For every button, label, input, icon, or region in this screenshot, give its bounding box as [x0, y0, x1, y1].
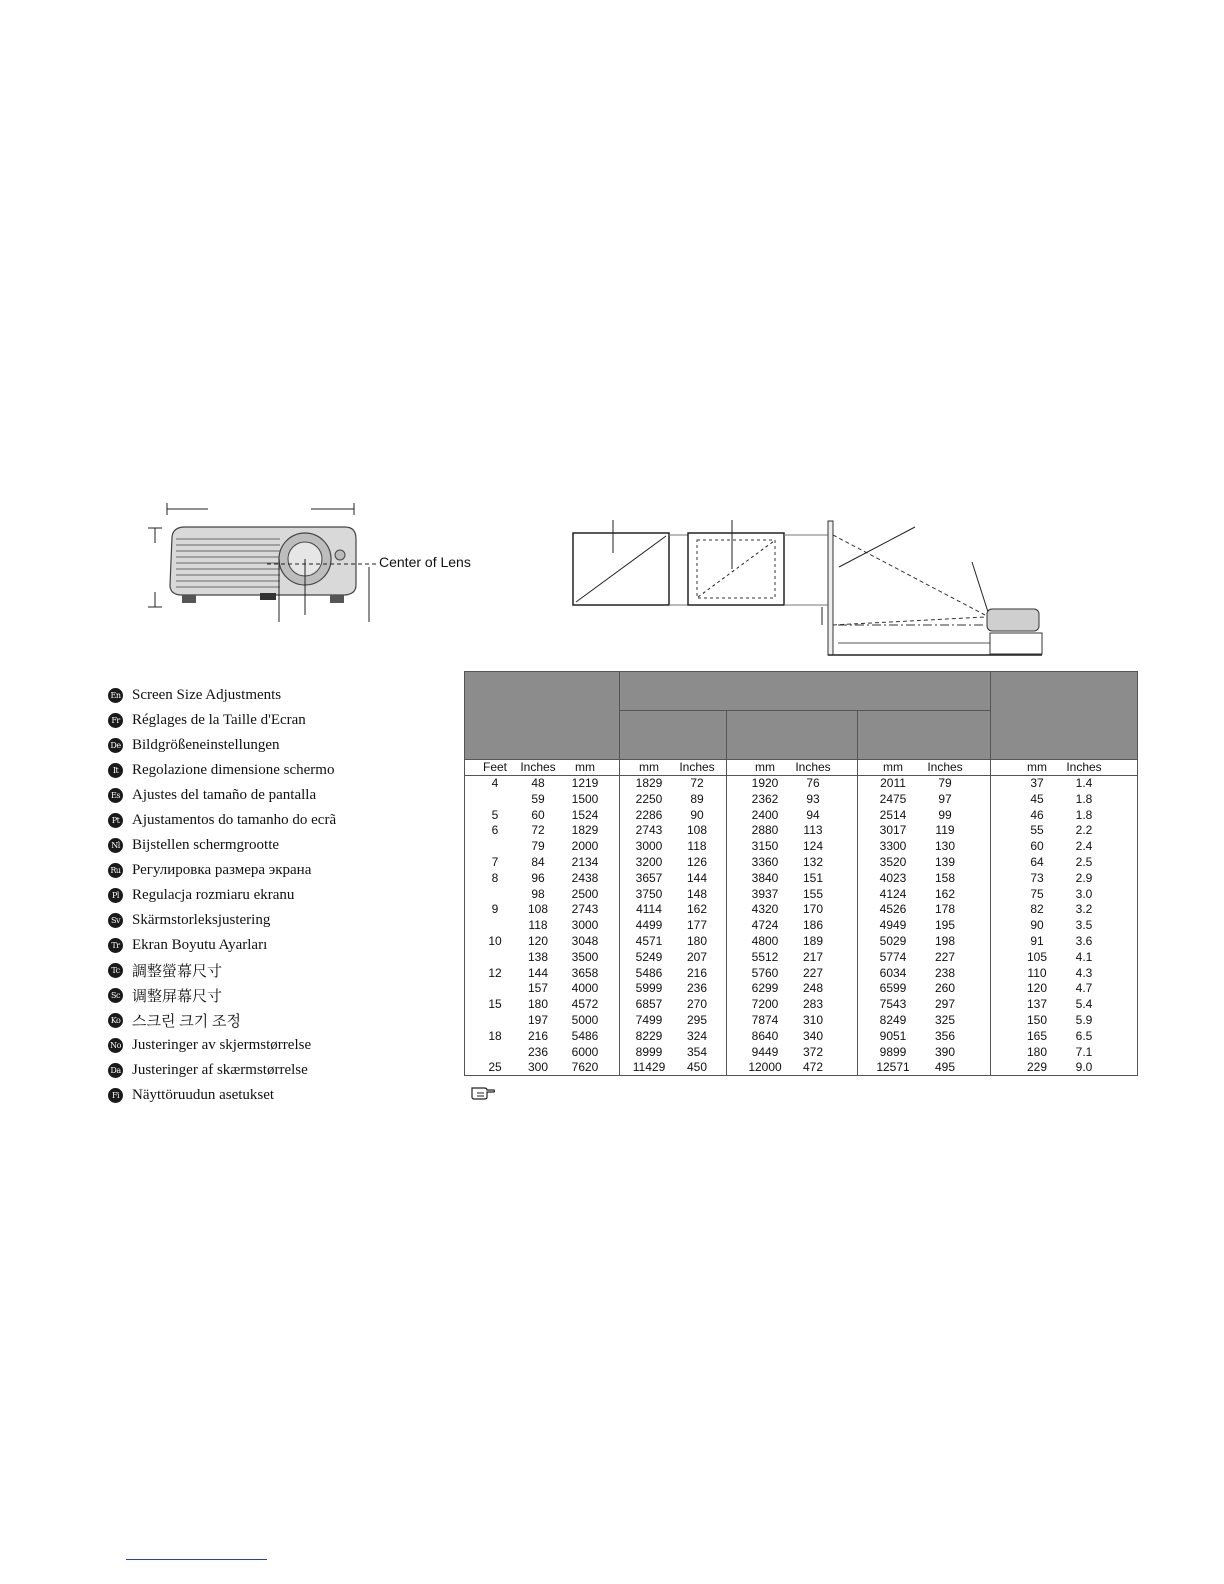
table-cell: 94 [806, 807, 820, 822]
table-cell: 25 [488, 1060, 502, 1075]
header-block-screen-size [464, 671, 620, 760]
table-cell: 207 [686, 949, 708, 964]
column-header: mm [883, 760, 903, 774]
language-title: Justeringer av skjermstørrelse [132, 1037, 312, 1053]
table-cell: 89 [690, 791, 704, 806]
table-cell: 120 [527, 934, 549, 948]
table-cell: 3657 [635, 870, 663, 885]
table-cell: 12000 [748, 1060, 782, 1075]
table-cell: 144 [686, 870, 708, 885]
footer-link-underline [126, 1559, 267, 1560]
language-code-badge: Sv [108, 913, 123, 928]
table-cell: 82 [1030, 902, 1044, 917]
table-cell: 4320 [751, 902, 779, 917]
table-cell: 177 [686, 918, 708, 933]
table-cell: 6000 [571, 1044, 599, 1059]
table-cell: 7.1 [1075, 1044, 1093, 1059]
language-code-badge: It [108, 763, 123, 778]
table-cell: 2.9 [1075, 870, 1093, 885]
table-cell: 4.1 [1075, 949, 1093, 964]
table-cell: 4571 [635, 934, 663, 948]
language-title: 調整螢幕尺寸 [132, 964, 223, 980]
language-item-ru [108, 858, 448, 883]
table-cell: 84 [531, 855, 545, 869]
table-cell: 4023 [879, 870, 907, 885]
table-cell: 60 [531, 807, 545, 822]
table-cell: 3520 [879, 855, 907, 869]
table-cell: 372 [802, 1044, 824, 1059]
table-cell: 113 [803, 823, 823, 838]
header-block-offset [990, 671, 1138, 760]
column-divider [619, 759, 620, 1076]
table-cell: 15 [488, 997, 502, 1012]
column-header: mm [575, 760, 595, 774]
column-header: Feet [482, 760, 508, 774]
table-cell: 2.2 [1075, 823, 1093, 838]
table-cell: 139 [934, 855, 956, 869]
table-cell: 137 [1026, 997, 1048, 1012]
table-cell: 3017 [879, 823, 907, 838]
table-cell: 170 [802, 902, 824, 917]
language-title: Ajustes del tamaño de pantalla [132, 787, 317, 803]
table-cell: 6 [491, 823, 499, 838]
language-item-fr [108, 708, 448, 733]
table-cell: 324 [686, 1028, 708, 1043]
table-cell: 3658 [571, 965, 599, 980]
language-code-badge: Pl [108, 888, 123, 903]
language-item-de [108, 733, 448, 758]
table-cell: 132 [802, 855, 824, 869]
table-cell: 64 [1030, 855, 1044, 869]
table-cell: 297 [934, 997, 956, 1012]
table-cell: 2475 [879, 791, 907, 806]
language-code-badge: Es [108, 788, 123, 803]
table-cell: 119 [935, 823, 955, 838]
header-block-average [726, 710, 858, 760]
table-cell: 310 [802, 1013, 824, 1027]
table-cell: 340 [802, 1028, 824, 1043]
table-cell: 4000 [571, 981, 599, 996]
table-cell: 120 [1026, 981, 1048, 996]
language-title: 스크린 크기 조정 [132, 1014, 241, 1030]
table-cell: 144 [527, 965, 549, 980]
table-cell: 3360 [751, 855, 779, 869]
table-cell: 108 [686, 823, 708, 838]
table-cell: 195 [934, 918, 956, 933]
language-title: Skärmstorleksjustering [132, 912, 271, 928]
table-cell: 1.4 [1075, 776, 1093, 790]
table-cell: 3500 [571, 949, 599, 964]
table-cell: 108 [527, 902, 549, 917]
table-cell: 126 [686, 855, 708, 869]
table-cell: 4572 [571, 997, 599, 1012]
language-title-list [108, 683, 448, 1108]
table-cell: 162 [686, 902, 708, 917]
table-cell: 197 [527, 1013, 549, 1027]
table-cell: 130 [934, 839, 956, 854]
table-cell: 3.6 [1075, 934, 1093, 948]
table-cell: 4124 [879, 886, 907, 901]
table-cell: 2.5 [1075, 855, 1093, 869]
table-cell: 3937 [751, 886, 779, 901]
table-cell: 4 [491, 776, 499, 790]
table-cell: 91 [1030, 934, 1044, 948]
table-cell: 4.7 [1075, 981, 1093, 996]
table-cell: 79 [531, 839, 545, 854]
table-cell: 48 [531, 776, 545, 790]
language-item-no [108, 1033, 448, 1058]
table-cell: 9449 [751, 1044, 779, 1059]
table-cell: 110 [1027, 965, 1047, 980]
header-block-min-zoom [619, 710, 727, 760]
language-title: Screen Size Adjustments [132, 687, 282, 703]
language-title: Bildgrößeneinstellungen [132, 737, 280, 753]
table-cell: 72 [531, 823, 545, 838]
table-cell: 150 [1026, 1013, 1048, 1027]
table-cell: 18 [488, 1028, 502, 1043]
table-cell: 283 [802, 997, 824, 1012]
table-cell: 270 [686, 997, 708, 1012]
table-cell: 8640 [751, 1028, 779, 1043]
table-cell: 1.8 [1075, 791, 1093, 806]
column-header: Inches [679, 760, 715, 774]
table-cell: 55 [1030, 823, 1044, 838]
table-cell: 151 [802, 870, 824, 885]
table-cell: 2286 [635, 807, 663, 822]
language-title: Ajustamentos do tamanho do ecrã [132, 812, 337, 828]
column-header: mm [1027, 760, 1047, 774]
table-cell: 356 [934, 1028, 956, 1043]
table-cell: 2743 [571, 902, 599, 917]
table-cell: 73 [1030, 870, 1044, 885]
language-code-badge: Pt [108, 813, 123, 828]
table-cell: 3200 [635, 855, 663, 869]
language-item-fi [108, 1083, 448, 1108]
table-cell: 300 [527, 1060, 549, 1075]
table-cell: 5774 [879, 949, 907, 964]
language-item-pt [108, 808, 448, 833]
table-cell: 37 [1030, 776, 1044, 790]
table-cell: 118 [687, 839, 707, 854]
throw-distance-diagram [560, 517, 1080, 662]
language-title: Regolazione dimensione schermo [132, 762, 335, 778]
language-item-tc [108, 958, 448, 983]
table-cell: 75 [1030, 886, 1044, 901]
language-title: 调整屏幕尺寸 [132, 989, 223, 1005]
language-item-pl [108, 883, 448, 908]
table-cell: 2362 [751, 791, 779, 806]
table-cell: 4114 [636, 902, 662, 917]
table-cell: 11429 [632, 1060, 666, 1075]
table-cell: 1829 [571, 823, 599, 838]
table-cell: 216 [686, 965, 708, 980]
language-title: Réglages de la Taille d'Ecran [132, 712, 306, 728]
column-header: mm [639, 760, 659, 774]
table-cell: 3.0 [1075, 886, 1093, 901]
table-cell: 5000 [571, 1013, 599, 1027]
column-header: Inches [520, 760, 556, 774]
table-cell: 4724 [751, 918, 779, 933]
table-cell: 10 [488, 934, 502, 948]
table-cell: 7543 [879, 997, 907, 1012]
table-cell: 189 [802, 934, 824, 948]
table-cell: 248 [802, 981, 824, 996]
language-code-badge: No [108, 1038, 123, 1053]
table-cell: 5760 [751, 965, 779, 980]
language-code-badge: Ko [108, 1013, 123, 1028]
table-cell: 2880 [751, 823, 779, 838]
table-cell: 295 [686, 1013, 708, 1027]
header-block-max-zoom [857, 710, 991, 760]
language-item-sc [108, 983, 448, 1008]
table-cell: 180 [686, 934, 708, 948]
table-cell: 1219 [571, 776, 599, 790]
table-cell: 7499 [635, 1013, 663, 1027]
table-cell: 2514 [879, 807, 907, 822]
language-code-badge: Ru [108, 863, 123, 878]
table-cell: 3750 [635, 886, 663, 901]
table-cell: 124 [802, 839, 824, 854]
table-cell: 472 [802, 1060, 824, 1075]
language-code-badge: Fr [108, 713, 123, 728]
table-cell: 8999 [635, 1044, 663, 1059]
table-cell: 9.0 [1075, 1060, 1093, 1075]
table-cell: 60 [1030, 839, 1044, 854]
table-cell: 90 [1030, 918, 1044, 933]
column-header: Inches [795, 760, 831, 774]
language-item-sv [108, 908, 448, 933]
language-title: Justeringer af skærmstørrelse [132, 1062, 308, 1078]
table-cell: 3.5 [1075, 918, 1093, 933]
table-cell: 5249 [635, 949, 663, 964]
table-cell: 3000 [635, 839, 663, 854]
table-cell: 325 [934, 1013, 956, 1027]
table-cell: 2011 [880, 776, 906, 790]
table-cell: 7 [491, 855, 499, 869]
table-cell: 2134 [571, 855, 599, 869]
table-cell: 12571 [876, 1060, 910, 1075]
table-cell: 9051 [879, 1028, 907, 1043]
table-cell: 180 [527, 997, 549, 1012]
table-cell: 2000 [571, 839, 599, 854]
note-hand-icon [470, 1085, 496, 1101]
language-item-en [108, 683, 448, 708]
table-cell: 118 [528, 918, 548, 933]
table-cell: 6857 [635, 997, 663, 1012]
table-cell: 3.2 [1075, 902, 1093, 917]
table-cell: 8229 [635, 1028, 663, 1043]
language-code-badge: Tr [108, 938, 123, 953]
table-cell: 7874 [751, 1013, 779, 1027]
table-cell: 2250 [635, 791, 663, 806]
table-cell: 260 [934, 981, 956, 996]
table-cell: 79 [938, 776, 952, 790]
table-cell: 6299 [751, 981, 779, 996]
language-title: Näyttöruudun asetukset [132, 1087, 275, 1103]
table-cell: 1.8 [1075, 807, 1093, 822]
column-header: Inches [927, 760, 963, 774]
table-cell: 2400 [751, 807, 779, 822]
table-cell: 216 [527, 1028, 549, 1043]
column-header: Inches [1066, 760, 1102, 774]
table-cell: 1500 [571, 791, 599, 806]
table-cell: 3150 [751, 839, 779, 854]
screen-size-table [464, 671, 1138, 1076]
table-cell: 59 [531, 791, 545, 806]
table-cell: 4949 [879, 918, 907, 933]
table-cell: 178 [934, 902, 956, 917]
table-cell: 5999 [635, 981, 663, 996]
table-cell: 5486 [571, 1028, 599, 1043]
header-block-projection-distance [619, 671, 991, 711]
language-code-badge: Nl [108, 838, 123, 853]
table-cell: 2743 [635, 823, 663, 838]
table-cell: 96 [531, 870, 545, 885]
language-code-badge: Fi [108, 1088, 123, 1103]
column-divider [857, 759, 858, 1076]
table-cell: 5 [491, 807, 499, 822]
table-cell: 354 [686, 1044, 708, 1059]
language-item-nl [108, 833, 448, 858]
table-cell: 3048 [571, 934, 599, 948]
table-cell: 2500 [571, 886, 599, 901]
table-cell: 2.4 [1075, 839, 1093, 854]
table-cell: 76 [806, 776, 820, 790]
table-cell: 1524 [571, 807, 599, 822]
table-cell: 390 [934, 1044, 956, 1059]
table-cell: 99 [938, 807, 952, 822]
table-cell: 186 [802, 918, 824, 933]
table-cell: 6599 [879, 981, 907, 996]
table-cell: 93 [806, 791, 820, 806]
table-cell: 7620 [571, 1060, 599, 1075]
table-cell: 4.3 [1075, 965, 1093, 980]
language-code-badge: En [108, 688, 123, 703]
table-cell: 157 [527, 981, 549, 996]
table-cell: 180 [1026, 1044, 1048, 1059]
table-cell: 97 [938, 791, 952, 806]
column-divider [726, 759, 727, 1076]
table-cell: 4800 [751, 934, 779, 948]
table-cell: 6.5 [1075, 1028, 1093, 1043]
table-cell: 5.4 [1075, 997, 1093, 1012]
table-cell: 4499 [635, 918, 663, 933]
table-cell: 227 [934, 949, 956, 964]
table-cell: 46 [1030, 807, 1044, 822]
table-cell: 1829 [635, 776, 663, 790]
table-cell: 9 [491, 902, 499, 917]
table-cell: 227 [802, 965, 824, 980]
table-cell: 4526 [879, 902, 907, 917]
language-code-badge: Tc [108, 963, 123, 978]
table-cell: 2438 [571, 870, 599, 885]
column-divider [990, 759, 991, 1076]
language-item-it [108, 758, 448, 783]
language-code-badge: Sc [108, 988, 123, 1003]
table-cell: 3300 [879, 839, 907, 854]
table-cell: 9899 [879, 1044, 907, 1059]
table-cell: 8 [491, 870, 499, 885]
table-cell: 105 [1026, 949, 1048, 964]
language-item-es [108, 783, 448, 808]
language-title: Ekran Boyutu Ayarları [132, 937, 268, 953]
table-cell: 495 [934, 1060, 956, 1075]
table-cell: 229 [1026, 1060, 1048, 1075]
language-item-tr [108, 933, 448, 958]
table-cell: 90 [690, 807, 704, 822]
table-cell: 3840 [751, 870, 779, 885]
table-cell: 217 [802, 949, 824, 964]
table-cell: 72 [690, 776, 704, 790]
table-cell: 98 [531, 886, 545, 901]
table-cell: 5486 [635, 965, 663, 980]
table-cell: 5029 [879, 934, 907, 948]
language-code-badge: De [108, 738, 123, 753]
language-title: Регулировка размера экрана [132, 862, 312, 878]
table-cell: 45 [1030, 791, 1044, 806]
table-cell: 138 [527, 949, 549, 964]
table-cell: 148 [686, 886, 708, 901]
table-cell: 155 [802, 886, 824, 901]
table-cell: 236 [527, 1044, 549, 1059]
table-cell: 3000 [571, 918, 599, 933]
table-cell: 5512 [751, 949, 779, 964]
table-cell: 8249 [879, 1013, 907, 1027]
table-cell: 236 [686, 981, 708, 996]
table-cell: 5.9 [1075, 1013, 1093, 1027]
language-item-da [108, 1058, 448, 1083]
center-of-lens-label: Center of Lens [379, 554, 471, 570]
language-title: Regulacja rozmiaru ekranu [132, 887, 295, 903]
table-cell: 6034 [879, 965, 907, 980]
table-cell: 450 [686, 1060, 708, 1075]
language-code-badge: Da [108, 1063, 123, 1078]
table-cell: 7200 [751, 997, 779, 1012]
table-cell: 12 [488, 965, 502, 980]
table-cell: 165 [1026, 1028, 1048, 1043]
table-cell: 162 [934, 886, 956, 901]
language-item-ko [108, 1008, 448, 1033]
table-cell: 238 [934, 965, 956, 980]
table-cell: 1920 [751, 776, 779, 790]
language-title: Bijstellen schermgrootte [132, 837, 280, 853]
table-cell: 198 [934, 934, 956, 948]
column-header: mm [755, 760, 775, 774]
table-cell: 158 [934, 870, 956, 885]
